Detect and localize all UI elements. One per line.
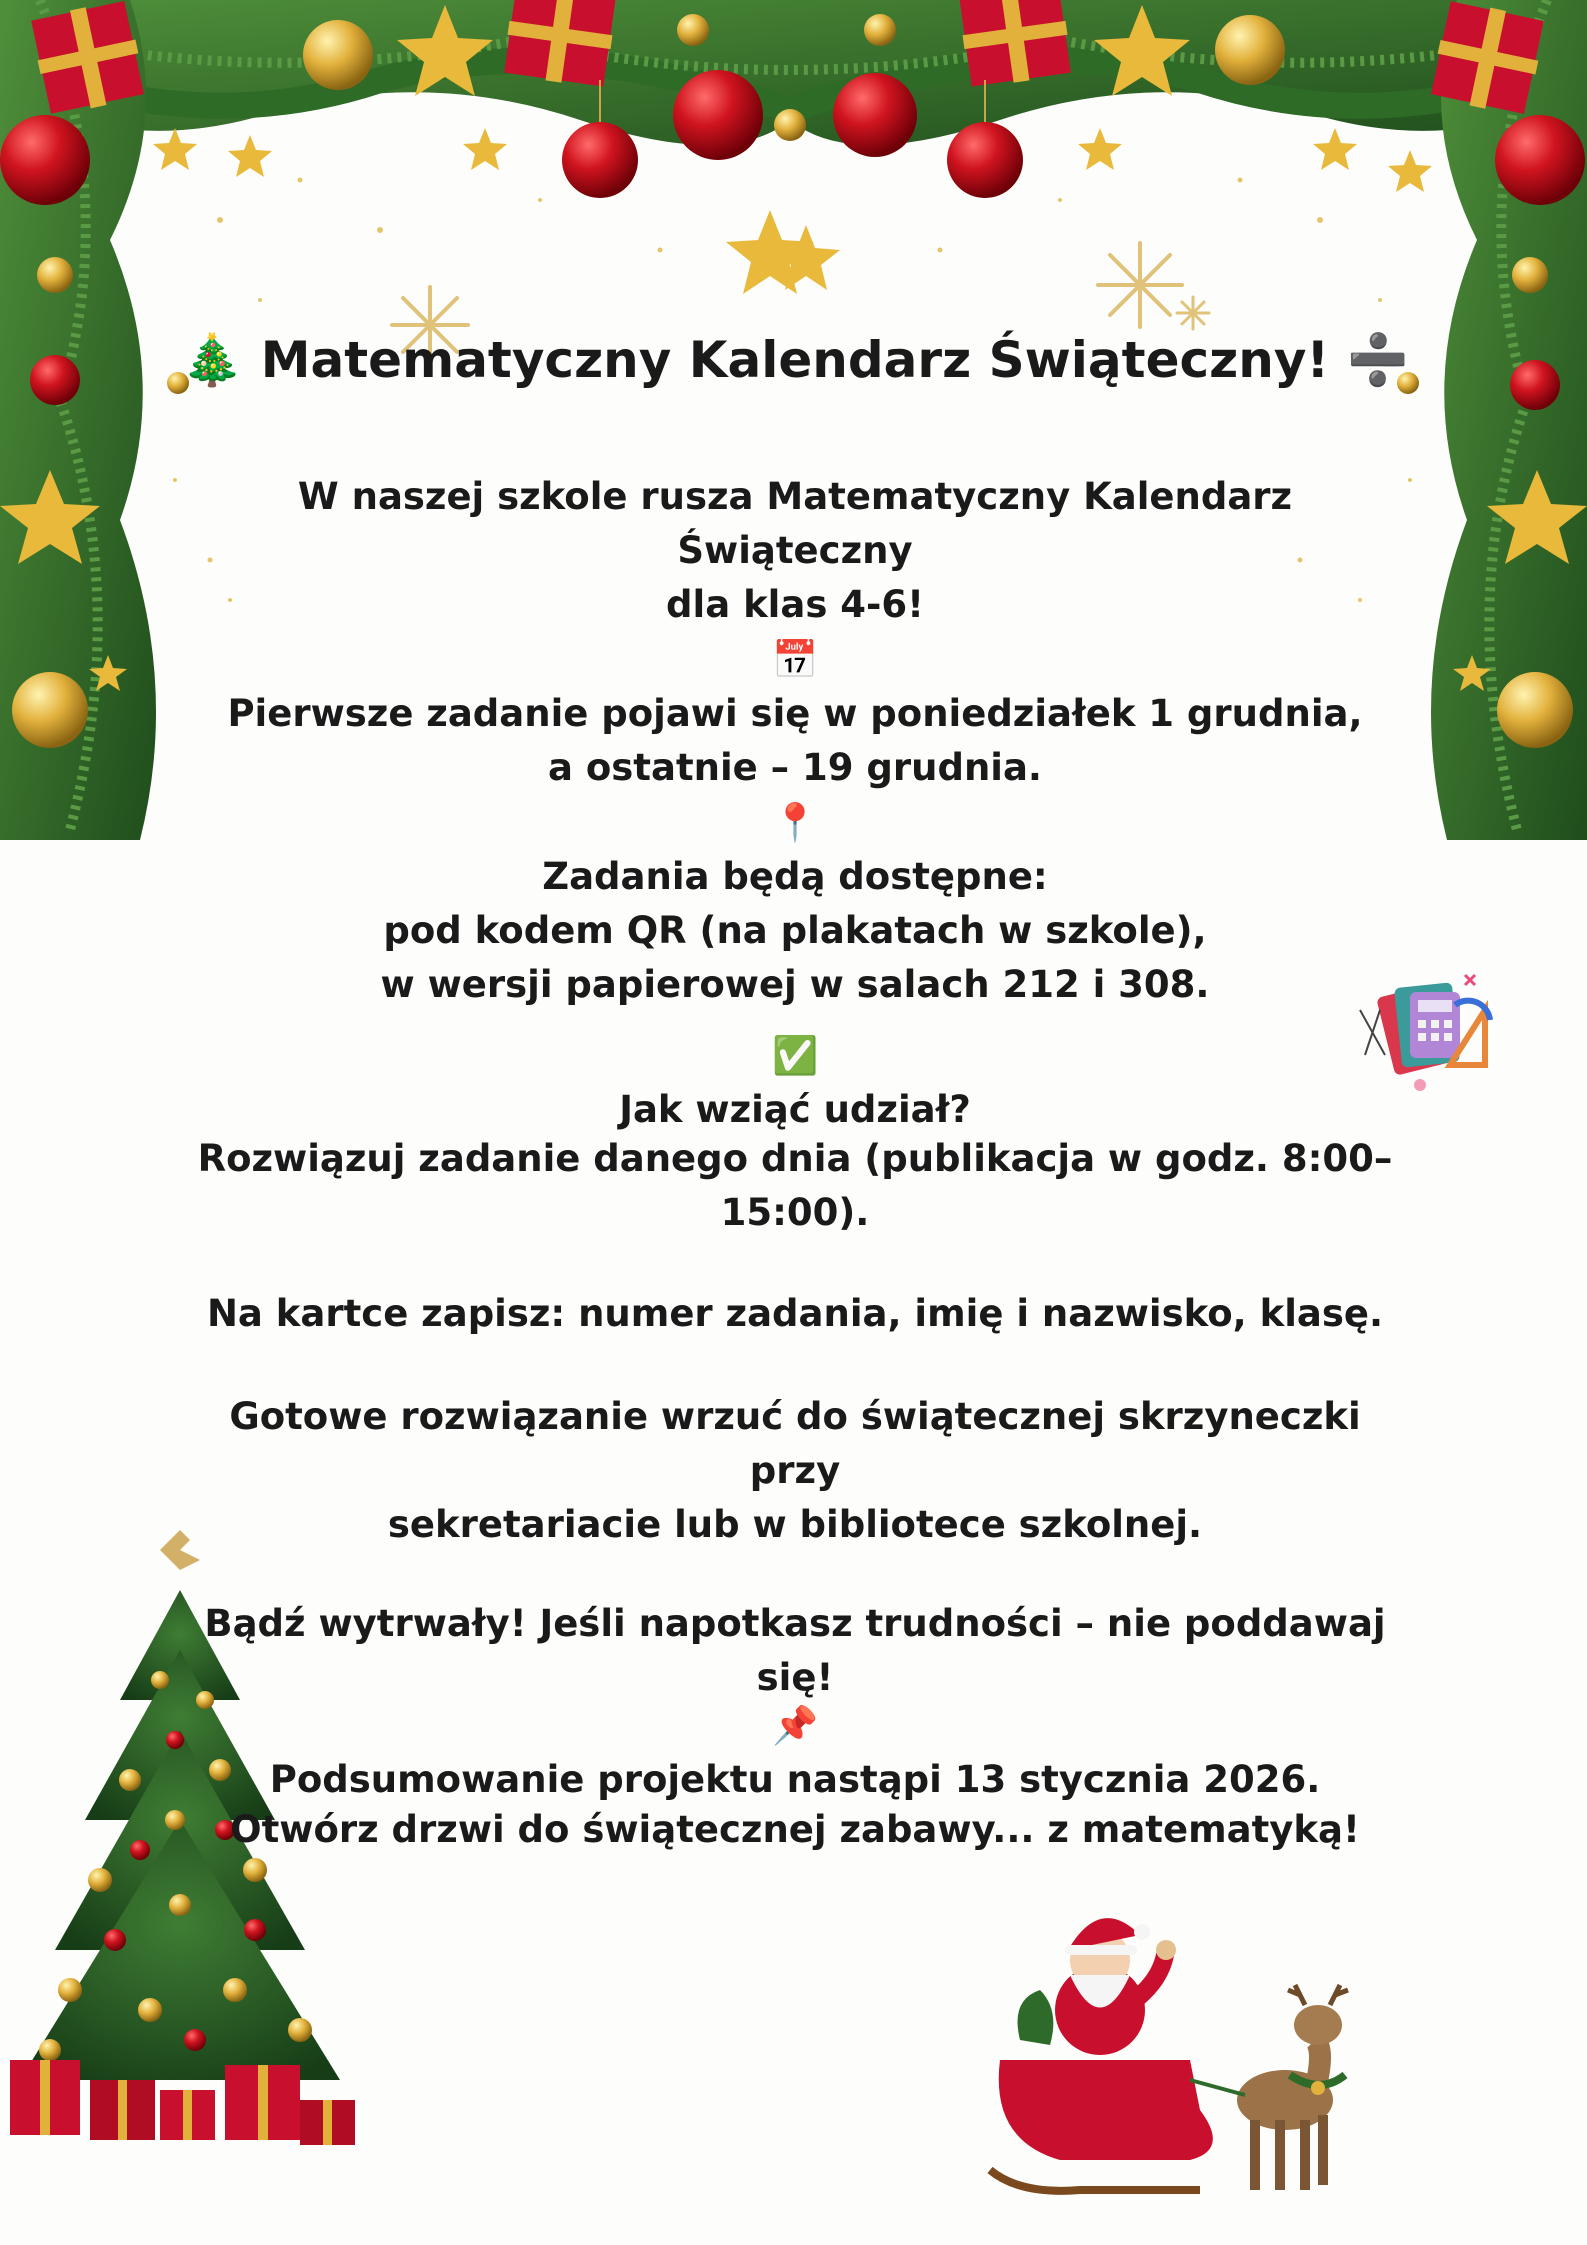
intro-line: W naszej szkole rusza Matematyczny Kalendarz Świąteczny [297,475,1293,572]
encouragement-line: Bądź wytrwały! Jeśli napotkasz trudności – nie poddawaj się! [204,1602,1386,1699]
dates-line: 📅 Pierwsze zadanie pojawi się w poniedziałek 1 grudnia, [190,633,1400,741]
santa-sleigh-illustration [990,1918,1348,2191]
step-two-paragraph [190,1287,1400,1341]
summary-paragraph: 📌 Podsumowanie projektu nastąpi 13 stycznia 2026. [190,1699,1400,1807]
check-mark-icon: ✅ [771,1034,819,1077]
intro-line: dla klas 4-6! [666,583,924,626]
closing-paragraph [190,1803,1400,1857]
gift-box-icon [959,0,1071,87]
step-three-line: sekretariacie lub w bibliotece szkolnej. [387,1503,1203,1546]
step-one-paragraph [190,1132,1400,1240]
step-three-line: Gotowe rozwiązanie wrzuć do świątecznej skrzyneczki przy [229,1395,1361,1492]
calendar-icon: 📅 [771,638,819,681]
division-sign-icon: ➗ [1346,331,1409,389]
christmas-tree-icon: 🎄 [181,331,244,389]
step-two-line: Na kartce zapisz: numer zadania, imię i nazwisko, klasę. [206,1292,1384,1335]
encouragement-paragraph [190,1597,1400,1705]
gift-box-icon [31,1,144,114]
title-text: Matematyczny Kalendarz Świąteczny! [260,331,1330,389]
step-one-line: Rozwiązuj zadanie danego dnia (publikacja w godz. 8:00– [197,1137,1393,1180]
dates-paragraph [190,633,1400,795]
gift-box-icon [504,0,616,87]
dates-line: a ostatnie – 19 grudnia. [548,746,1042,789]
availability-line: 📍 Zadania będą dostępne: [190,796,1400,904]
step-three-paragraph [190,1390,1400,1552]
intro-paragraph [190,470,1400,632]
availability-line: w wersji papierowej w salach 212 i 308. [380,963,1210,1006]
closing-line: Otwórz drzwi do świątecznej zabawy... z matematyką! [230,1808,1360,1851]
availability-line: pod kodem QR (na plakatach w szkole), [383,909,1207,952]
step-one-line: 15:00). [720,1191,870,1234]
round-pushpin-icon: 📍 [771,801,819,844]
pushpin-icon: 📌 [771,1704,819,1747]
availability-paragraph [190,796,1400,1012]
how-heading: ✅ Jak wziąć udział? [190,1029,1400,1137]
page-title [150,325,1440,395]
gift-box-icon [1431,1,1544,114]
